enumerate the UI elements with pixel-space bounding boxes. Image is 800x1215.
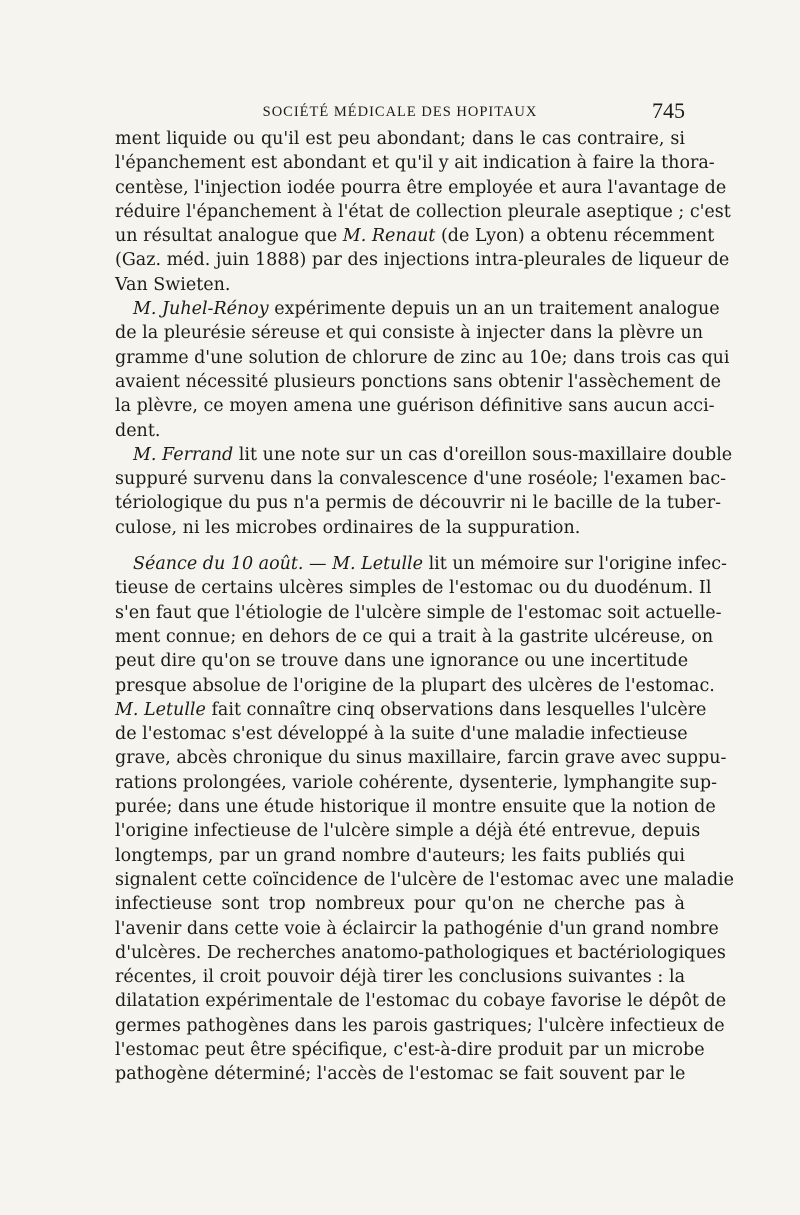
text-line: dent. [115,420,161,441]
text-line: pathogène déterminé; l'accès de l'estomac se fait souvent par le [115,1064,686,1085]
text-line: ment liquide ou qu'il est peu abondant; dans le cas contraire, si [115,129,685,149]
text-line: s'en faut que l'étiologie de l'ulcère simple de l'estomac soit actuelle- [115,602,722,623]
text-line: avaient nécessité plusieurs ponctions sans obtenir l'assèchement de [115,371,721,392]
text-line: germes pathogènes dans les parois gastriques; l'ulcère infectieux de [115,1015,725,1036]
text-line [115,443,733,467]
text-line [115,552,727,576]
text-line: tieuse de certains ulcères simples de l'estomac ou du duodénum. Il [115,578,712,599]
author-name: M. Letulle [115,699,206,720]
text-line [115,698,707,722]
text-segment: fait connaître cinq observations dans lesquelles l'ulcère [205,699,707,720]
text-line: l'avenir dans cette voie à éclaircir la pathogénie d'un grand nombre [115,918,719,939]
text-line: grave, abcès chronique du sinus maxillaire, farcin grave avec suppu- [115,748,727,769]
text-line: la plèvre, ce moyen amena une guérison définitive sans aucun acci- [115,396,715,417]
text-line: centèse, l'injection iodée pourra être employée et aura l'avantage de [115,177,727,198]
page-number: 745 [652,98,685,123]
running-head [115,98,685,128]
text-line: (Gaz. méd. juin 1888) par des injections intra-pleurales de liqueur de [115,250,730,271]
text-line: ment connue; en dehors de ce qui a trait à la gastrite ulcéreuse, on [115,626,714,647]
text-line: purée; dans une étude historique il montre ensuite que la notion de [115,797,716,818]
text-line: l'origine infectieuse de l'ulcère simple a déjà été entrevue, depuis [115,821,701,842]
text-line: gramme d'une solution de chlorure de zinc au 10e; dans trois cas qui [115,347,730,368]
running-title: SOCIÉTÉ MÉDICALE DES HOPITAUX [262,104,538,120]
text-segment: un résultat analogue que [115,226,343,247]
session-heading: Séance du 10 août. [133,554,304,575]
text-line: culose, ni les microbes ordinaires de la suppuration. [115,517,581,538]
text-line: infectieuse sont trop nombreux pour qu'on ne cherche pas à [115,894,685,915]
author-name: M. Juhel-Rénoy [133,299,269,320]
text-line: presque absolue de l'origine de la plupart des ulcères de l'estomac. [115,675,715,696]
text-line: suppuré survenu dans la convalescence d'une roséole; l'examen bac- [115,469,727,490]
text-line: longtemps, par un grand nombre d'auteurs; les faits publiés qui [115,845,685,866]
text-line: Van Swieten. [115,274,231,295]
text-line: peut dire qu'on se trouve dans une ignorance ou une incertitude [115,651,689,672]
author-name: M. Letulle [332,554,424,575]
text-line: d'ulcères. De recherches anatomo-pathologiques et bactériologiques [115,942,726,963]
body-text [115,127,734,1087]
text-line: rations prolongées, variole cohérente, dysenterie, lymphangite sup- [115,772,718,793]
text-line: récentes, il croit pouvoir déjà tirer les conclusions suivantes : la [115,967,685,988]
text-line: l'estomac peut être spécifique, c'est-à-dire produit par un microbe [115,1039,705,1060]
text-segment: — [303,554,333,575]
text-line: l'épanchement est abondant et qu'il y ait indication à faire la thora- [115,153,715,174]
text-line: de l'estomac s'est développé à la suite d'une maladie infectieuse [115,724,688,745]
author-name: M. Renaut [342,226,436,247]
text-line [115,297,720,321]
text-line: signalent cette coïncidence de l'ulcère de l'estomac avec une maladie [115,869,734,890]
text-line: réduire l'épanchement à l'état de collection pleurale aseptique ; c'est [115,201,731,222]
text-segment: lit un mémoire sur l'origine infec- [423,554,727,575]
text-line: tériologique du pus n'a permis de découvrir ni le bacille de la tuber- [115,493,722,514]
author-name: M. Ferrand [133,444,234,465]
text-segment: lit une note sur un cas d'oreillon sous-maxillaire double [233,444,733,465]
text-segment: expérimente depuis un an un traitement analogue [268,299,720,320]
text-line: dilatation expérimentale de l'estomac du cobaye favorise le dépôt de [115,991,727,1012]
text-segment: (de Lyon) a obtenu récemment [435,226,715,247]
text-line [115,224,715,248]
text-line: de la pleurésie séreuse et qui consiste à injecter dans la plèvre un [115,323,703,344]
